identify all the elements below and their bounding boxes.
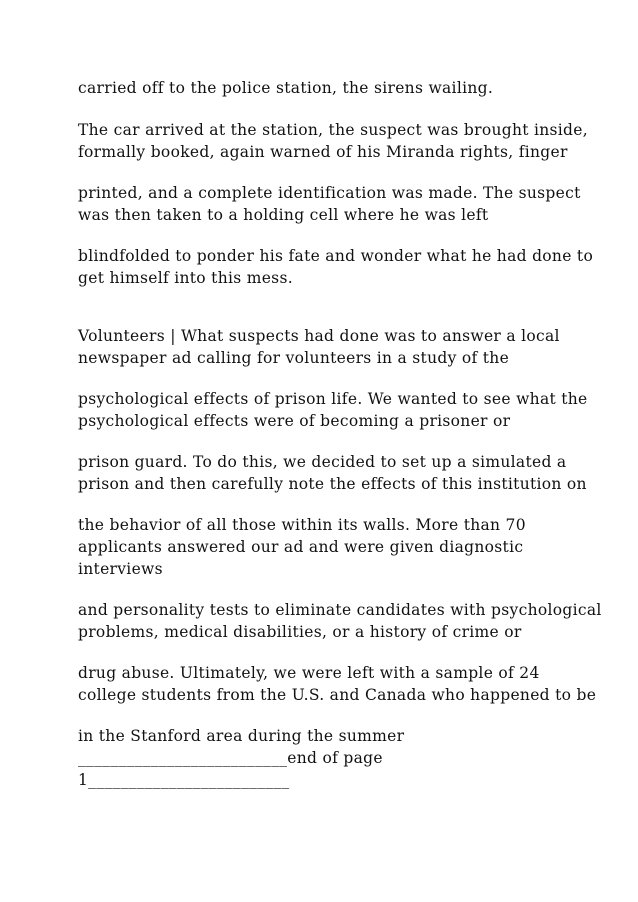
- text-line: drug abuse. Ultimately, we were left with a sample of 24: [78, 664, 540, 682]
- text-line: interviews: [78, 560, 163, 578]
- text-line: formally booked, again warned of his Miranda rights, finger: [78, 143, 568, 161]
- page-end-marker: __________________________end of page: [78, 749, 383, 767]
- text-line: the behavior of all those within its walls. More than 70: [78, 516, 526, 534]
- page-end-marker: 1_________________________: [78, 771, 290, 789]
- text-line: psychological effects of prison life. We wanted to see what the: [78, 390, 588, 408]
- text-line: blindfolded to ponder his fate and wonder what he had done to: [78, 247, 594, 265]
- text-line: applicants answered our ad and were given diagnostic: [78, 538, 524, 556]
- text-line: The car arrived at the station, the suspect was brought inside,: [78, 121, 588, 139]
- text-line: and personality tests to eliminate candidates with psychological: [78, 601, 602, 619]
- text-line: newspaper ad calling for volunteers in a study of the: [78, 349, 510, 367]
- text-line: carried off to the police station, the sirens wailing.: [78, 79, 494, 97]
- text-line: problems, medical disabilities, or a history of crime or: [78, 623, 522, 641]
- text-line: psychological effects were of becoming a prisoner or: [78, 412, 511, 430]
- text-line: in the Stanford area during the summer: [78, 727, 405, 745]
- text-line: printed, and a complete identification was made. The suspect: [78, 184, 581, 202]
- text-line: college students from the U.S. and Canada who happened to be: [78, 686, 597, 704]
- text-line: Volunteers | What suspects had done was to answer a local: [78, 327, 560, 345]
- text-line: was then taken to a holding cell where he was left: [78, 206, 489, 224]
- text-line: prison and then carefully note the effects of this institution on: [78, 475, 587, 493]
- text-line: get himself into this mess.: [78, 269, 293, 287]
- text-line: prison guard. To do this, we decided to set up a simulated a: [78, 453, 567, 471]
